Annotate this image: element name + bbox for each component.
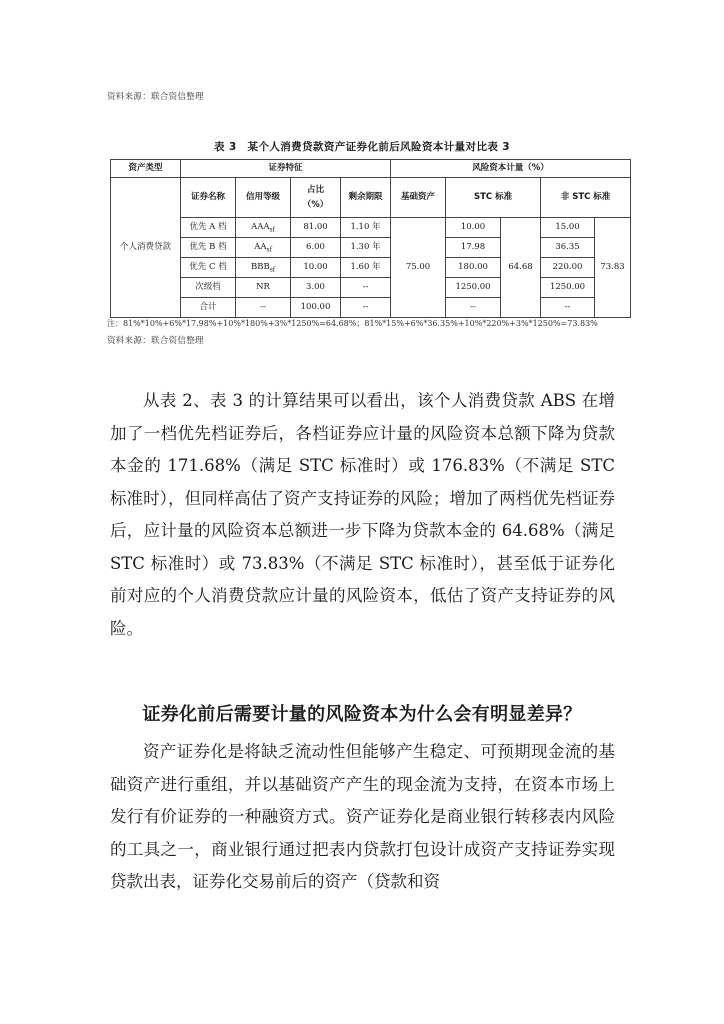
table-row: [111, 258, 631, 278]
cell-nonstc: 220.00: [541, 258, 595, 278]
cell-stc: 1250.00: [446, 278, 501, 298]
table-row: [111, 238, 631, 258]
cell-stc: 17.98: [446, 238, 501, 258]
cell-rating: $AA_{sf}$: [236, 238, 291, 258]
header-asset-type: 资产类型: [111, 160, 181, 178]
asset-type-cell: 个人消费贷款: [111, 178, 181, 318]
base-asset-value: 75.00: [391, 218, 446, 318]
cell-term: 1.60 年: [341, 258, 391, 278]
cell-nonstc: --: [541, 298, 595, 318]
cell-term: --: [341, 298, 391, 318]
header-non-stc: 非 STC 标准: [541, 178, 631, 218]
cell-share: 100.00: [291, 298, 341, 318]
table-row: [111, 218, 631, 238]
cell-name: 合计: [181, 298, 236, 318]
header-risk-capital: 风险资本计量（%）: [391, 160, 631, 178]
header-share-line2: （%）: [302, 199, 329, 210]
cell-rating: $AAA_{sf}$: [236, 218, 291, 238]
cell-nonstc: 36.35: [541, 238, 595, 258]
cell-share: 3.00: [291, 278, 341, 298]
paragraph-1: 从表 2、表 3 的计算结果可以看出，该个人消费贷款 ABS 在增加了一档优先档证券后，各档证券应计量的风险资本总额下降为贷款本金的 171.68%（满足 STC 标准时）或 176.83%（不满足 STC 标准时），但同样高估了资产支持证券的风险；增加了两档优先档证券后，应计量的风险资本总额进一步下降为贷款本金的 64.68%（满足 STC 标准时）或 73.83%（不满足 STC 标准时），甚至低于证券化前对应的个人消费贷款应计量的风险资本，低估了资产支持证券的风险。: [110, 391, 615, 638]
cell-stc: --: [446, 298, 501, 318]
table-footnote: 注：81%*10%+6%*17.98%+10%*180%+3%*1250%=64.68%；81%*15%+6%*36.35%+10%*220%+3%*1250%=73.83%: [107, 319, 598, 328]
header-credit-rating: 信用等级: [236, 178, 291, 218]
cell-term: --: [341, 278, 391, 298]
header-base-asset: 基础资产: [391, 178, 446, 218]
header-sec-features: 证券特征: [181, 160, 391, 178]
table-row: [111, 298, 631, 318]
cell-rating: $BBB_{sf}$: [236, 258, 291, 278]
header-sec-name: 证券名称: [181, 178, 236, 218]
cell-term: 1.30 年: [341, 238, 391, 258]
source-note-top: 资料来源：联合资信整理: [107, 92, 204, 102]
paragraph-2: 资产证券化是将缺乏流动性但能够产生稳定、可预期现金流的基础资产进行重组，并以基础资产产生的现金流为支持，在资本市场上发行有价证券的一种融资方式。资产证券化是商业银行转移表内风险的工具之一，商业银行通过把表内贷款打包设计成资产支持证券实现贷款出表，证券化交易前后的资产（贷款和资: [110, 742, 615, 891]
cell-rating: --: [236, 298, 291, 318]
table-caption: 表 3 某个人消费贷款资产证券化前后风险资本计量对比表 3: [213, 141, 511, 153]
cell-share: 81.00: [291, 218, 341, 238]
header-stc: STC 标准: [446, 178, 541, 218]
cell-rating: NR: [236, 278, 291, 298]
cell-stc: 180.00: [446, 258, 501, 278]
stc-total: 64.68: [501, 218, 541, 318]
cell-term: 1.10 年: [341, 218, 391, 238]
cell-name: 优先 C 档: [181, 258, 236, 278]
source-note-bottom: 资料来源：联合资信整理: [107, 336, 204, 346]
header-remaining-term: 剩余期限: [341, 178, 391, 218]
header-share: [291, 178, 341, 218]
cell-stc: 10.00: [446, 218, 501, 238]
nonstc-total: 73.83: [595, 218, 631, 318]
cell-nonstc: 1250.00: [541, 278, 595, 298]
cell-name: 次级档: [181, 278, 236, 298]
section-heading: 证券化前后需要计量的风险资本为什么会有明显差异？: [142, 704, 582, 725]
header-share-line1: 占比: [306, 185, 324, 196]
table-row: [111, 278, 631, 298]
cell-share: 6.00: [291, 238, 341, 258]
cell-share: 10.00: [291, 258, 341, 278]
cell-nonstc: 15.00: [541, 218, 595, 238]
cell-name: 优先 A 档: [181, 218, 236, 238]
risk-capital-table: [110, 159, 631, 318]
cell-name: 优先 B 档: [181, 238, 236, 258]
